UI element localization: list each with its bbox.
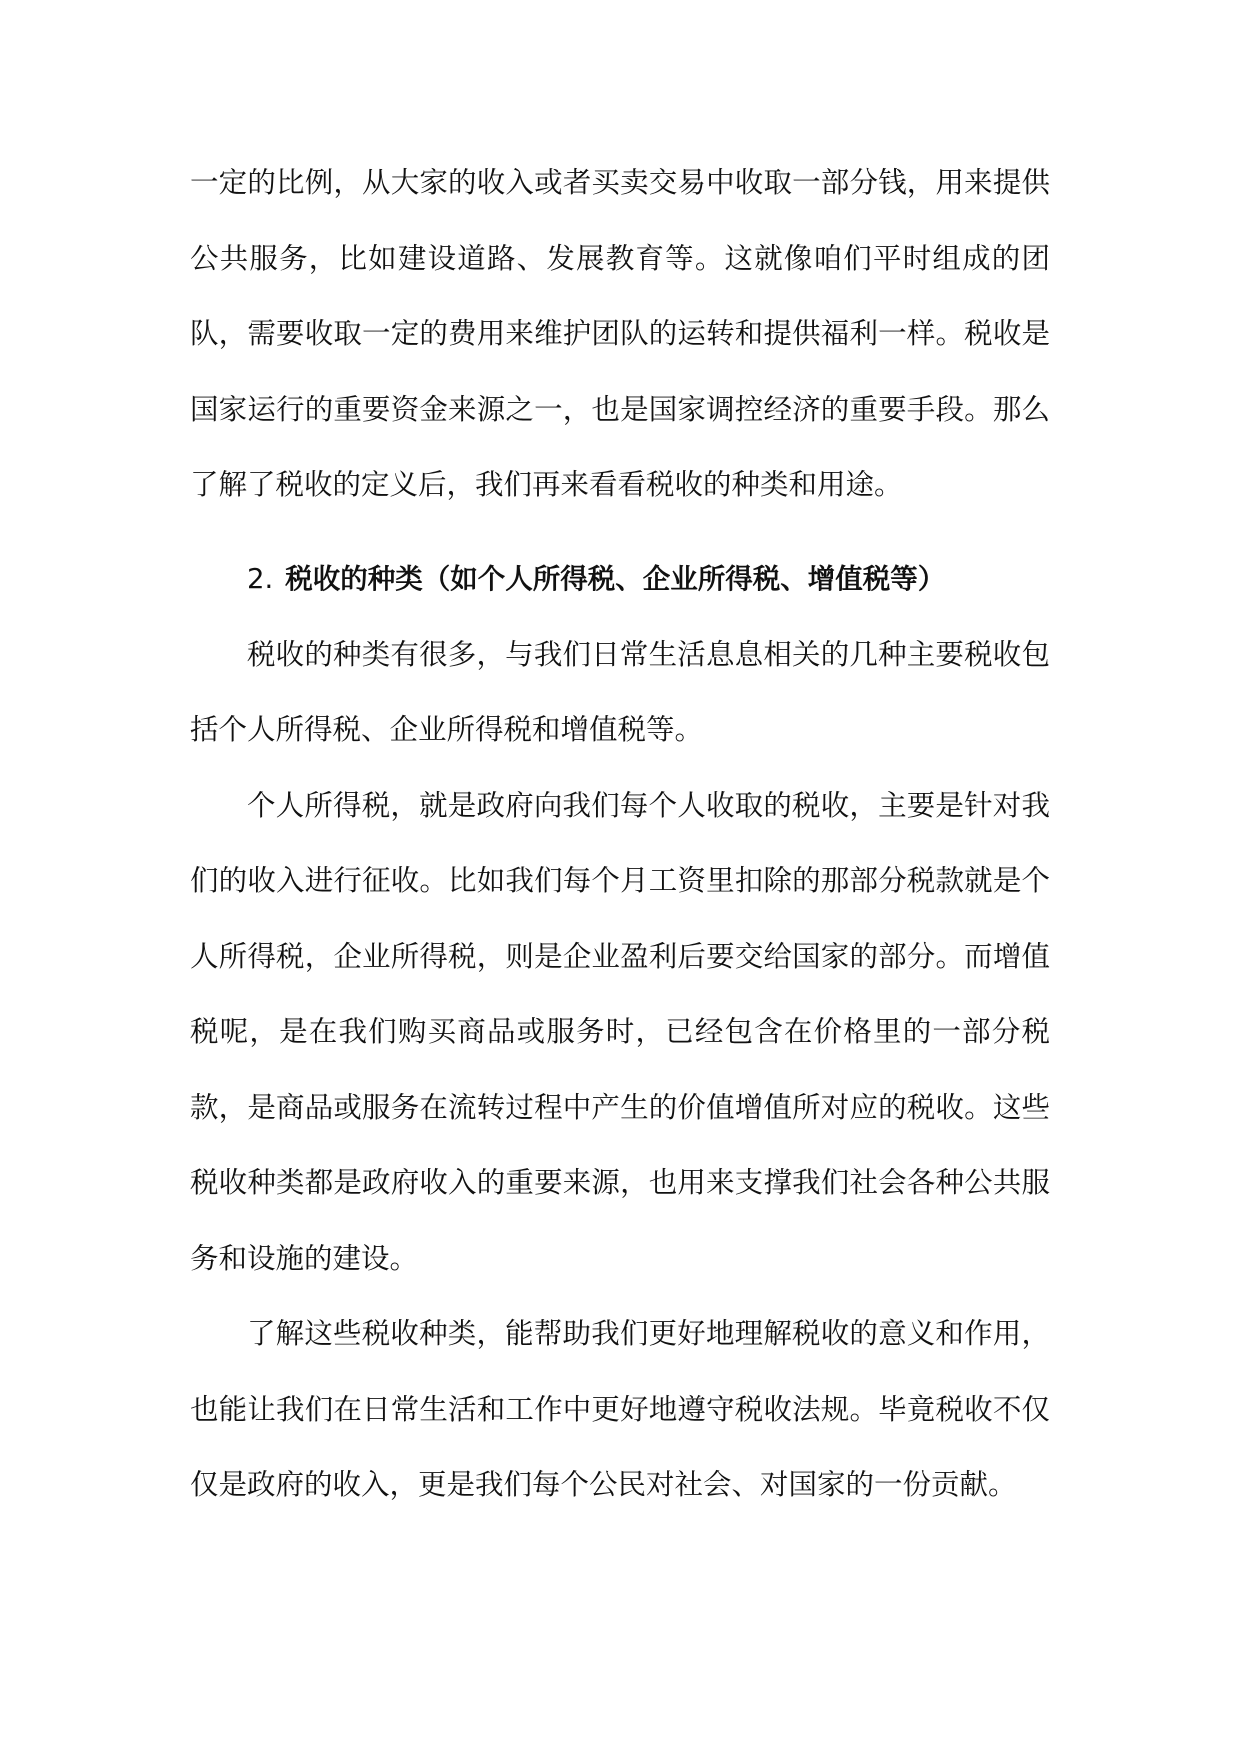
section-heading (190, 541, 1050, 617)
paragraph-tax-significance: 了解这些税收种类，能帮助我们更好地理解税收的意义和作用，也能让我们在日常生活和工作中更好地遵守税收法规。毕竟税收不仅仅是政府的收入，更是我们每个公民对社会、对国家的一份贡献。 (190, 1317, 1050, 1501)
paragraph-tax-types-intro: 税收的种类有很多，与我们日常生活息息相关的几种主要税收包括个人所得税、企业所得税和增值税等。 (190, 637, 1050, 746)
spacer (190, 523, 1050, 541)
paragraph-tax-types-detail: 个人所得税，就是政府向我们每个人收取的税收，主要是针对我们的收入进行征收。比如我们每个月工资里扣除的那部分税款就是个人所得税，企业所得税，则是企业盈利后要交给国家的部分。而增值税呢，是在我们购买商品或服务时，已经包含在价格里的一部分税款，是商品或服务在流转过程中产生的价值增值所对应的税收。这些税收种类都是政府收入的重要来源，也用来支撑我们社会各种公共服务和设施的建设。 (190, 788, 1050, 1275)
document-body (190, 145, 1050, 1523)
paragraph-tax-definition: 一定的比例，从大家的收入或者买卖交易中收取一部分钱，用来提供公共服务，比如建设道路、发展教育等。这就像咱们平时组成的团队，需要收取一定的费用来维护团队的运转和提供福利一样。税收是国家运行的重要资金来源之一，也是国家调控经济的重要手段。那么了解了税收的定义后，我们再来看看税收的种类和用途。 (190, 166, 1050, 501)
section-number: 2. (247, 562, 274, 595)
section-title: 税收的种类（如个人所得税、企业所得税、增值税等） (285, 562, 946, 595)
